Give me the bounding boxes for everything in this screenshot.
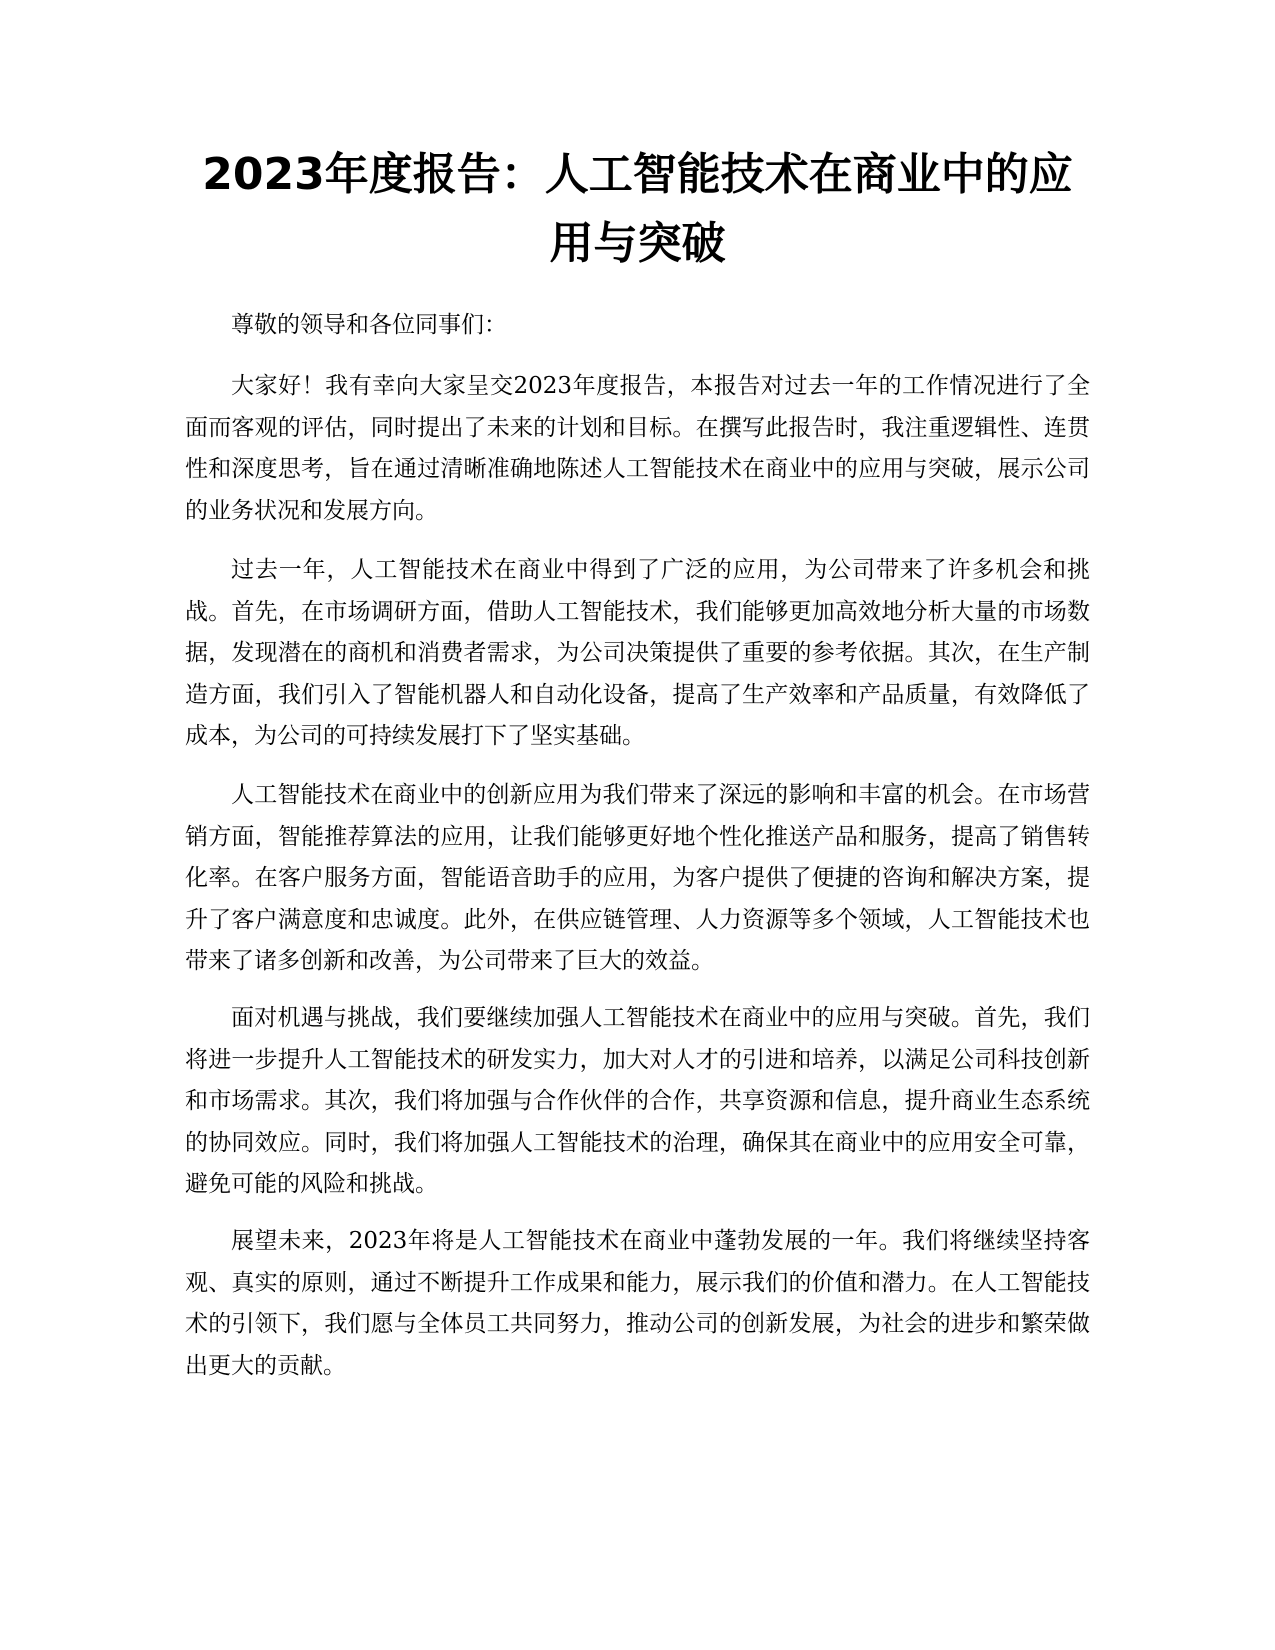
paragraph-4: 面对机遇与挑战，我们要继续加强人工智能技术在商业中的应用与突破。首先，我们将进一步提升人工智能技术的研发实力，加大对人才的引进和培养，以满足公司科技创新和市场需求。其次，我们将加强与合作伙伴的合作，共享资源和信息，提升商业生态系统的协同效应。同时，我们将加强人工智能技术的治理，确保其在商业中的应用安全可靠，避免可能的风险和挑战。 (185, 1005, 1090, 1197)
paragraph-2: 过去一年，人工智能技术在商业中得到了广泛的应用，为公司带来了许多机会和挑战。首先，在市场调研方面，借助人工智能技术，我们能够更加高效地分析大量的市场数据，发现潜在的商机和消费者需求，为公司决策提供了重要的参考依据。其次，在生产制造方面，我们引入了智能机器人和自动化设备，提高了生产效率和产品质量，有效降低了成本，为公司的可持续发展打下了坚实基础。 (185, 557, 1090, 749)
paragraph-1: 大家好！我有幸向大家呈交2023年度报告，本报告对过去一年的工作情况进行了全面而客观的评估，同时提出了未来的计划和目标。在撰写此报告时，我注重逻辑性、连贯性和深度思考，旨在通过清晰准确地陈述人工智能技术在商业中的应用与突破，展示公司的业务状况和发展方向。 (185, 373, 1090, 524)
paragraph-3: 人工智能技术在商业中的创新应用为我们带来了深远的影响和丰富的机会。在市场营销方面，智能推荐算法的应用，让我们能够更好地个性化推送产品和服务，提高了销售转化率。在客户服务方面，智能语音助手的应用，为客户提供了便捷的咨询和解决方案，提升了客户满意度和忠诚度。此外，在供应链管理、人力资源等多个领域，人工智能技术也带来了诸多创新和改善，为公司带来了巨大的效益。 (185, 782, 1090, 974)
salutation: 尊敬的领导和各位同事们： (231, 312, 507, 338)
paragraph-5: 展望未来，2023年将是人工智能技术在商业中蓬勃发展的一年。我们将继续坚持客观、真实的原则，通过不断提升工作成果和能力，展示我们的价值和潜力。在人工智能技术的引领下，我们愿与全体员工共同努力，推动公司的创新发展，为社会的进步和繁荣做出更大的贡献。 (185, 1228, 1090, 1379)
document-title: 2023年度报告：人工智能技术在商业中的应用与突破 (202, 149, 1073, 269)
